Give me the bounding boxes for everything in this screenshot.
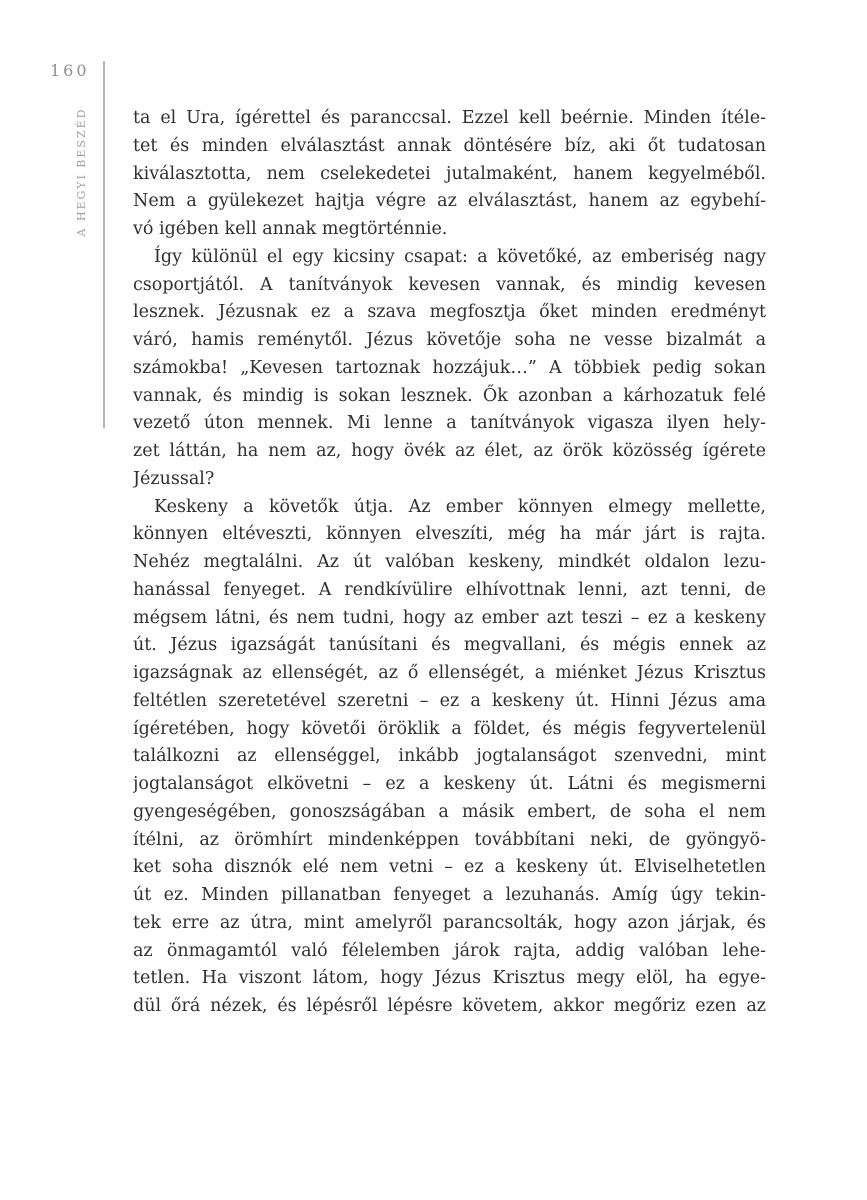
paragraph: [133, 244, 766, 494]
text-line: zet láttán, ha nem az, hogy övék az élet, az örök közösség ígérete: [133, 441, 766, 461]
text-line: ítélni, az örömhírt mindenképpen továbbítani neki, de gyöngyö-: [133, 829, 766, 850]
text-line: Jézussal?: [133, 468, 215, 489]
text-line: lesznek. Jézusnak ez a szava megfosztja őket minden eredményt: [133, 302, 766, 323]
text-line: tek erre az útra, mint amelyről parancsolták, hogy azon járjak, és: [133, 912, 766, 933]
text-line: igazságnak az ellenségét, az ő ellenségét, a miénket Jézus Krisztus: [133, 663, 766, 683]
text-line: csoportjától. A tanítványok kevesen vannak, és mindig kevesen: [133, 274, 766, 295]
text-line: számokba! „Kevesen tartoznak hozzájuk…” A többiek pedig sokan: [133, 357, 766, 378]
text-line: ket soha disznók elé nem vetni – ez a keskeny út. Elviselhetetlen: [133, 857, 766, 878]
text-line: Keskeny a követők útja. Az ember könnyen elmegy mellette,: [154, 496, 766, 517]
text-line: dül őrá nézek, és lépésről lépésre követem, akkor megőriz ezen az: [133, 996, 766, 1016]
text-line: mégsem látni, és nem tudni, hogy az ember azt teszi – ez a keskeny: [133, 607, 766, 628]
body-text: [133, 105, 766, 1021]
text-line: az önmagamtól való félelemben járok rajta, addig valóban lehe-: [133, 940, 766, 961]
text-line: Így különül el egy kicsiny csapat: a követőké, az emberiség nagy: [154, 246, 766, 267]
text-line: kiválasztotta, nem cselekedetei jutalmaként, hanem kegyelméből.: [133, 163, 766, 184]
text-line: könnyen eltéveszti, könnyen elveszíti, még ha már járt is rajta.: [133, 524, 766, 545]
text-line: vó igében kell annak megtörténnie.: [133, 219, 448, 239]
text-line: Nem a gyülekezet hajtja végre az elválasztást, hanem az egybehí-: [133, 191, 766, 212]
text-line: feltétlen szeretetével szeretni – ez a keskeny út. Hinni Jézus ama: [133, 690, 766, 711]
text-line: vannak, és mindig is sokan lesznek. Ők azonban a kárhozatuk felé: [133, 385, 766, 406]
text-line: jogtalanságot elkövetni – ez a keskeny út. Látni és megismerni: [133, 774, 766, 794]
text-line: Nehéz megtalálni. Az út valóban keskeny, mindkét oldalon lezu-: [133, 552, 766, 572]
text-line: tetlen. Ha viszont látom, hogy Jézus Krisztus megy elöl, ha egye-: [133, 968, 766, 989]
text-line: vezető úton mennek. Mi lenne a tanítványok vigasza ilyen hely-: [133, 413, 766, 434]
text-line: találkozni az ellenséggel, inkább jogtalanságot szenvedni, mint: [133, 746, 766, 767]
text-line: út. Jézus igazságát tanúsítani és megvallani, és mégis ennek az: [133, 635, 766, 656]
margin-rule: [103, 61, 105, 428]
text-line: ta el Ura, ígérettel és paranccsal. Ezzel kell beérnie. Minden ítéle-: [133, 108, 766, 128]
text-line: hanással fenyeget. A rendkívülire elhívottnak lenni, azt tenni, de: [133, 579, 766, 600]
running-title: A HEGYI BESZÉD: [75, 107, 88, 237]
paragraph: [133, 105, 766, 244]
text-line: ígéretében, hogy követői öröklik a földet, és mégis fegyvertelenül: [133, 718, 766, 739]
text-line: tet és minden elválasztást annak döntésére bíz, aki őt tudatosan: [133, 135, 766, 156]
text-line: út ez. Minden pillanatban fenyeget a lezuhanás. Amíg úgy tekin-: [133, 885, 766, 905]
text-line: gyengeségében, gonoszságában a másik embert, de soha el nem: [133, 801, 766, 822]
text-line: váró, hamis reménytől. Jézus követője soha ne vesse bizalmát a: [133, 330, 766, 350]
paragraph: [133, 494, 766, 1021]
page-number: 160: [50, 61, 90, 80]
